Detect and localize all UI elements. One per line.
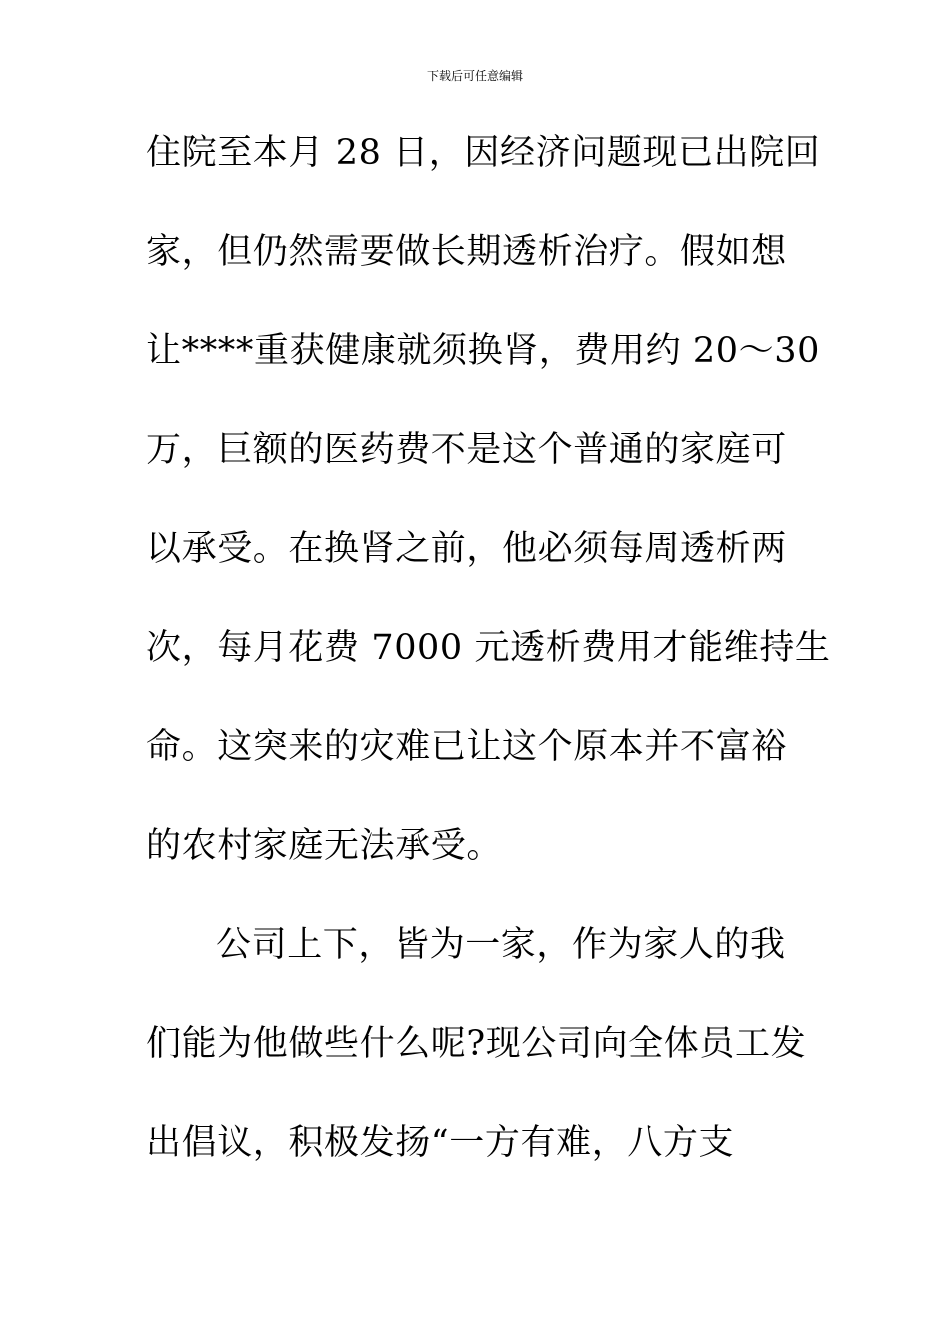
paragraph-line: 公司上下，皆为一家，作为家人的我 bbox=[216, 925, 786, 965]
paragraph-line: 次，每月花费 7000 元透析费用才能维持生 bbox=[146, 628, 831, 668]
paragraph-line: 让****重获健康就须换肾，费用约 20～30 bbox=[146, 331, 820, 371]
paragraph-line: 住院至本月 28 日，因经济问题现已出院回 bbox=[146, 133, 821, 173]
paragraph-line: 家，但仍然需要做长期透析治疗。假如想 bbox=[146, 232, 787, 272]
paragraph-line: 们能为他做些什么呢?现公司向全体员工发 bbox=[146, 1024, 807, 1064]
paragraph-line: 出倡议，积极发扬“一方有难，八方支 bbox=[146, 1123, 735, 1163]
paragraph-line: 以承受。在换肾之前，他必须每周透析两 bbox=[146, 529, 787, 569]
paragraph-line: 命。这突来的灾难已让这个原本并不富裕 bbox=[146, 727, 787, 767]
paragraph-line: 的农村家庭无法承受。 bbox=[146, 826, 503, 866]
page-header: 下载后可任意编辑 bbox=[426, 69, 523, 83]
body-text bbox=[146, 126, 831, 1215]
paragraph-line: 万，巨额的医药费不是这个普通的家庭可 bbox=[146, 430, 787, 470]
